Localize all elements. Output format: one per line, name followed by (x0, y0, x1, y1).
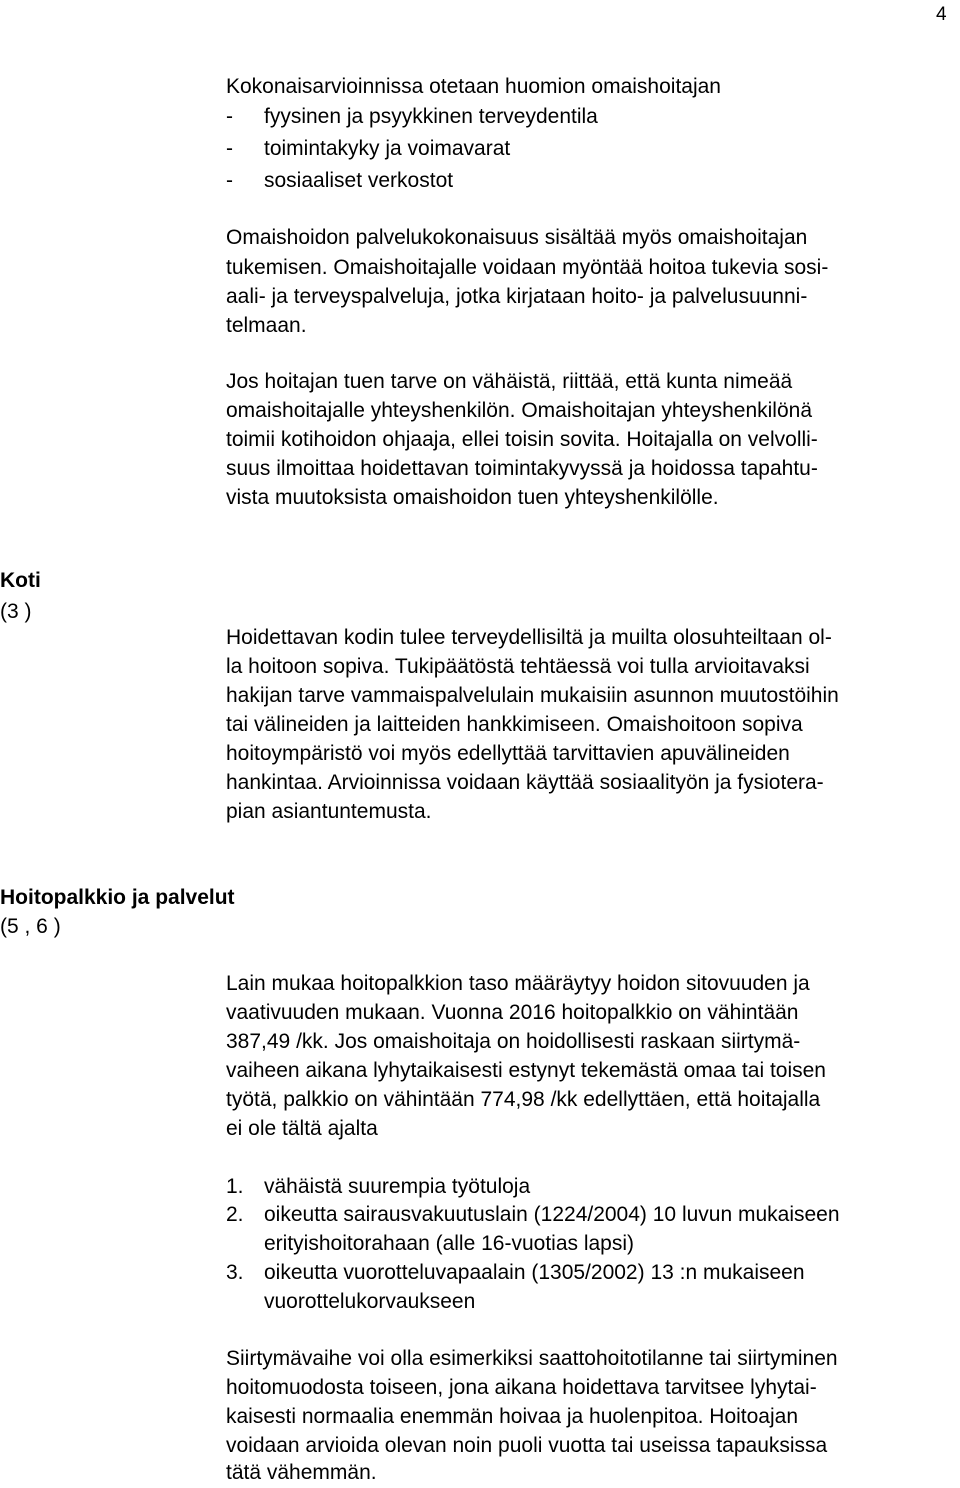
section-reference-home: (3 ) (0, 600, 32, 623)
section-reference-fee: (5 , 6 ) (0, 915, 61, 938)
list-item-text: vuorottelukorvaukseen (264, 1290, 476, 1313)
support-paragraph-line: telmaan. (226, 314, 307, 337)
fee-paragraph-line: vaativuuden mukaan. Vuonna 2016 hoitopalkkio on vähintään (226, 1001, 799, 1024)
home-paragraph-line: pian asiantuntemusta. (226, 800, 432, 823)
fee-paragraph-line: ei ole tältä ajalta (226, 1117, 378, 1140)
section-heading-fee: Hoitopalkkio ja palvelut (0, 886, 235, 909)
home-paragraph-line: hankintaa. Arvioinnissa voidaan käyttää sosiaalityön ja fysiotera- (226, 771, 824, 794)
list-item-text: erityishoitorahaan (alle 16-vuotias lapsi) (264, 1232, 635, 1255)
fee-paragraph-line: Lain mukaa hoitopalkkion taso määräytyy hoidon sitovuuden ja (226, 972, 810, 995)
home-paragraph-line: hakijan tarve vammaispalvelulain mukaisiin asunnon muutostöihin (226, 684, 839, 707)
closing-paragraph-line: voidaan arvioida olevan noin puoli vuotta tai useissa tapauksissa (226, 1434, 828, 1457)
support-paragraph-line: tukemisen. Omaishoitajalle voidaan myöntää hoitoa tukevia sosi- (226, 256, 829, 279)
contact-paragraph-line: suus ilmoittaa hoidettavan toimintakyvyssä ja hoidossa tapahtu- (226, 457, 818, 480)
list-item-marker: 1. (226, 1175, 244, 1198)
closing-paragraph-line: kaisesti normaalia enemmän hoivaa ja huolenpitoa. Hoitoajan (226, 1405, 799, 1428)
fee-paragraph-line: vaiheen aikana lyhytaikaisesti estynyt tekemästä omaa tai toisen (226, 1059, 826, 1082)
home-paragraph-line: la hoitoon sopiva. Tukipäätöstä tehtäessä voi tulla arvioitavaksi (226, 655, 810, 678)
intro-bullet-text: fyysinen ja psyykkinen terveydentila (264, 105, 598, 128)
intro-bullet-marker: - (226, 169, 233, 192)
section-heading-home: Koti (0, 569, 41, 592)
closing-paragraph-line: hoitomuodosta toiseen, jona aikana hoidettava tarvitsee lyhytai- (226, 1376, 817, 1399)
list-item-marker: 3. (226, 1261, 244, 1284)
list-item-marker: 2. (226, 1203, 244, 1226)
list-item-text: oikeutta sairausvakuutuslain (1224/2004) 10 luvun mukaiseen (264, 1203, 840, 1226)
support-paragraph-line: aali- ja terveyspalveluja, jotka kirjataan hoito- ja palvelusuunni- (226, 285, 808, 308)
contact-paragraph-line: omaishoitajalle yhteyshenkilön. Omaishoitajan yhteyshenkilönä (226, 399, 813, 422)
intro-bullet-marker: - (226, 137, 233, 160)
intro-bullet-marker: - (226, 105, 233, 128)
page-number: 4 (936, 4, 947, 25)
contact-paragraph-line: Jos hoitajan tuen tarve on vähäistä, riittää, että kunta nimeää (226, 370, 793, 393)
home-paragraph-line: hoitoympäristö voi myös edellyttää tarvittavien apuvälineiden (226, 742, 790, 765)
fee-paragraph-line: 387,49 /kk. Jos omaishoitaja on hoidollisesti raskaan siirtymä- (226, 1030, 801, 1053)
list-item-text: oikeutta vuorotteluvapaalain (1305/2002) 13 :n mukaiseen (264, 1261, 805, 1284)
list-item-text: vähäistä suurempia työtuloja (264, 1175, 531, 1198)
home-paragraph-line: tai välineiden ja laitteiden hankkimiseen. Omaishoitoon sopiva (226, 713, 803, 736)
home-paragraph-line: Hoidettavan kodin tulee terveydellisiltä ja muilta olosuhteiltaan ol- (226, 626, 832, 649)
intro-lead: Kokonaisarvioinnissa otetaan huomion omaishoitajan (226, 75, 721, 98)
closing-paragraph-line: Siirtymävaihe voi olla esimerkiksi saattohoitotilanne tai siirtyminen (226, 1347, 838, 1370)
contact-paragraph-line: toimii kotihoidon ohjaaja, ellei toisin sovita. Hoitajalla on velvolli- (226, 428, 818, 451)
intro-bullet-text: toimintakyky ja voimavarat (264, 137, 511, 160)
contact-paragraph-line: vista muutoksista omaishoidon tuen yhteyshenkilölle. (226, 486, 719, 509)
closing-paragraph-line: tätä vähemmän. (226, 1461, 377, 1484)
intro-bullet-text: sosiaaliset verkostot (264, 169, 454, 192)
support-paragraph-line: Omaishoidon palvelukokonaisuus sisältää myös omaishoitajan (226, 226, 808, 249)
fee-paragraph-line: työtä, palkkio on vähintään 774,98 /kk edellyttäen, että hoitajalla (226, 1088, 821, 1111)
